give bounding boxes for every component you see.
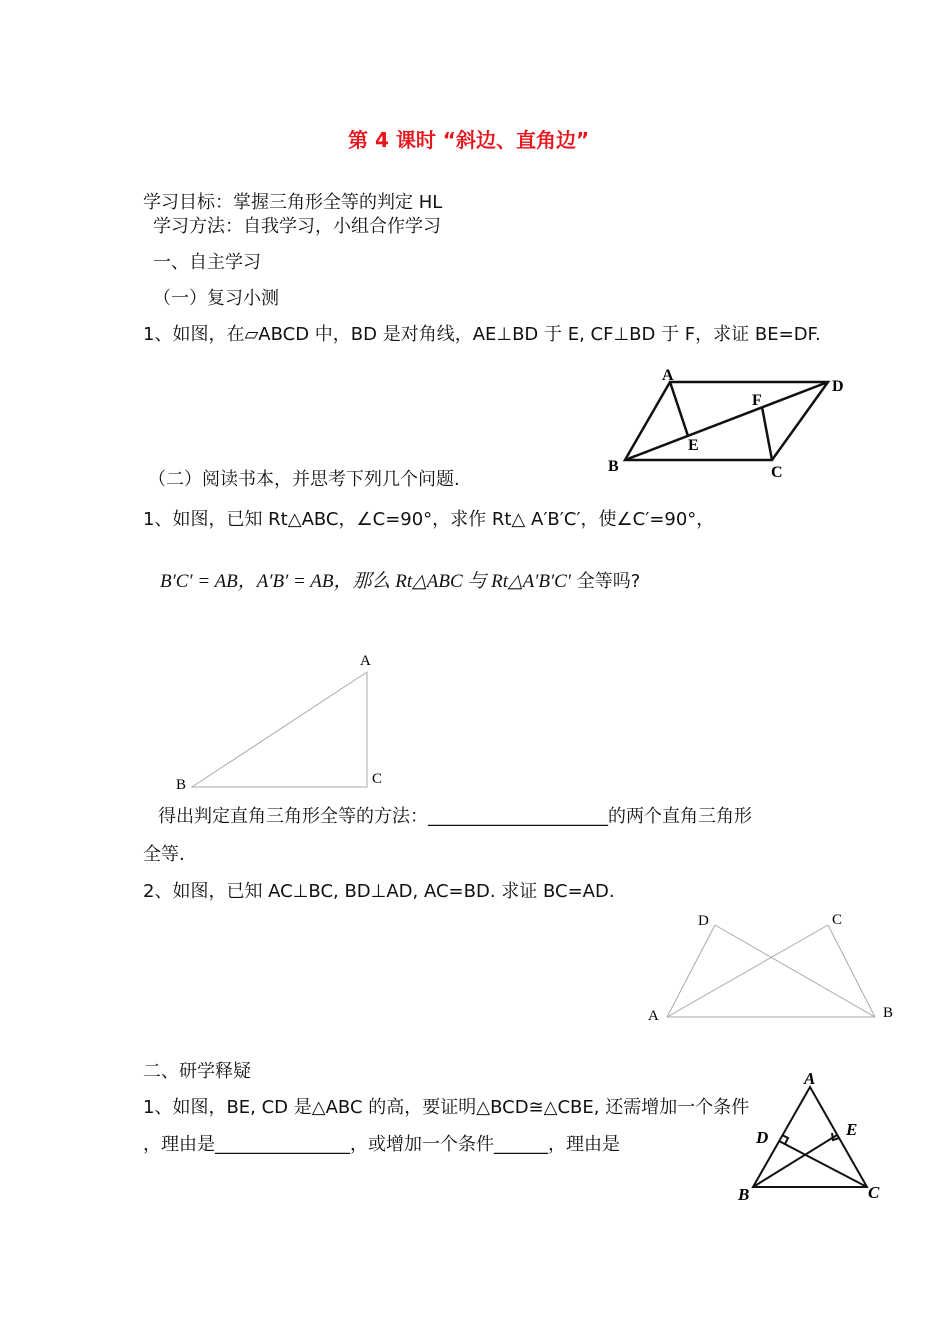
question-1: 1、如图，在▱ABCD 中，BD 是对角线，AE⊥BD 于 E, CF⊥BD 于 F，求证 BE=DF. — [143, 324, 821, 345]
label-E: E — [688, 437, 699, 454]
section-heading-1: 一、自主学习 — [153, 252, 261, 273]
question-3: 2、如图，已知 AC⊥BC, BD⊥AD, AC=BD. 求证 BC=AD. — [143, 881, 615, 902]
question-4-line2: ，理由是_______________，或增加一个条件______，理由是 — [143, 1134, 620, 1155]
svg-text:C: C — [868, 1183, 880, 1202]
math-expression: B′C′ = AB，A′B′ = AB，那么 Rt△ABC 与 Rt△A′B′C′ — [160, 571, 571, 592]
learning-goal: 学习目标：掌握三角形全等的判定 HL — [143, 192, 443, 213]
svg-text:A: A — [360, 653, 371, 669]
svg-text:E: E — [846, 1120, 858, 1139]
svg-text:D: D — [756, 1128, 769, 1147]
question-2-line1: 1、如图，已知 Rt△ABC，∠C=90°，求作 Rt△ A′B′C′，使∠C′=90°， — [143, 509, 715, 530]
svg-text:C: C — [832, 912, 843, 928]
svg-text:A: A — [804, 1069, 816, 1088]
svg-text:B: B — [176, 777, 187, 793]
section-heading-2: 二、研学释疑 — [143, 1061, 251, 1082]
svg-text:D: D — [698, 913, 709, 929]
question-2-end: 全等吗? — [576, 571, 641, 592]
label-A: A — [662, 367, 674, 384]
learning-method: 学习方法：自我学习，小组合作学习 — [153, 216, 441, 237]
svg-text:B: B — [883, 1005, 894, 1021]
conclusion-line2: 全等. — [143, 844, 185, 865]
right-triangle-figure — [170, 650, 400, 800]
conclusion-line1: 得出判定直角三角形全等的方法：____________________的两个直角三角形 — [158, 806, 752, 827]
subsection-review: （一）复习小测 — [153, 288, 279, 309]
label-F: F — [752, 392, 762, 409]
crossed-triangles-figure — [640, 905, 910, 1030]
svg-text:B: B — [738, 1185, 750, 1204]
svg-text:C: C — [372, 771, 383, 787]
isosceles-triangle-figure — [730, 1065, 900, 1210]
label-C: C — [771, 464, 783, 481]
label-B: B — [608, 458, 619, 475]
parallelogram-figure — [600, 365, 860, 485]
question-4-line1: 1、如图，BE, CD 是△ABC 的高，要证明△BCD≅△CBE, 还需增加一个条件 — [143, 1097, 750, 1118]
page-title: 第 4 课时 “斜边、直角边” — [348, 128, 590, 152]
label-D: D — [832, 378, 844, 395]
svg-text:A: A — [648, 1008, 659, 1024]
subsection-reading: （二）阅读书本，并思考下列几个问题. — [148, 469, 460, 490]
